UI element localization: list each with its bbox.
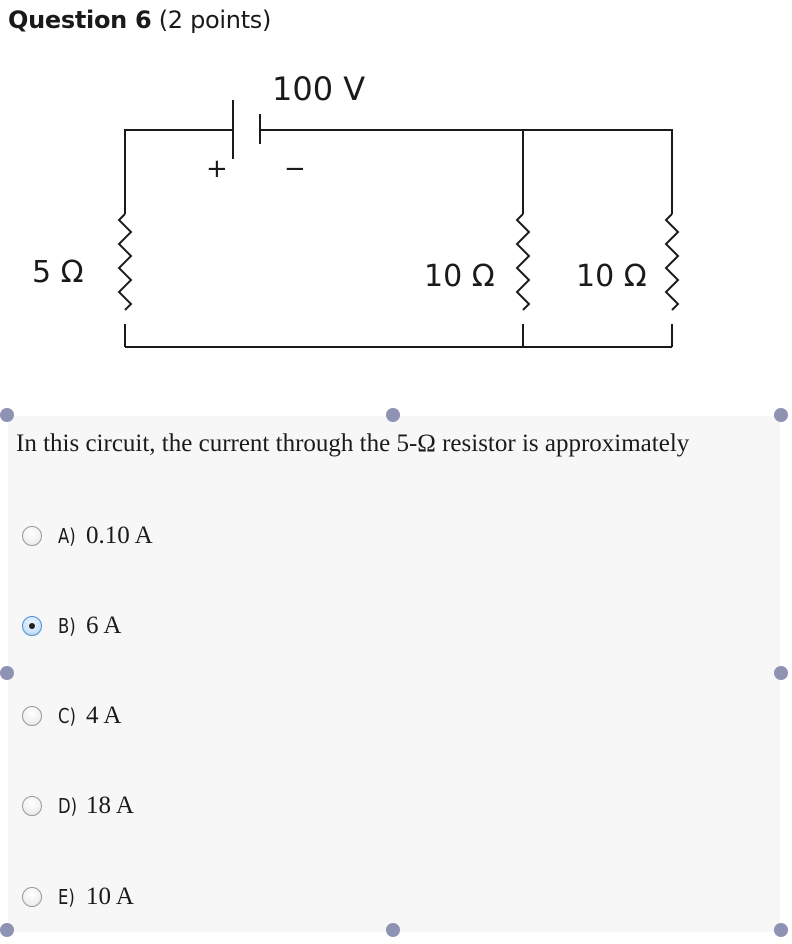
option-a[interactable]: [22, 521, 153, 551]
option-e[interactable]: [22, 882, 134, 912]
radio-button-d[interactable]: [22, 796, 42, 816]
option-value: 4 A: [86, 702, 122, 729]
resize-handle-bottom-right[interactable]: [774, 923, 788, 937]
radio-button-c[interactable]: [22, 706, 42, 726]
option-letter: D): [58, 794, 78, 818]
option-d[interactable]: [22, 791, 134, 821]
radio-button-b-selected[interactable]: [22, 616, 42, 636]
resize-handle-bottom-left[interactable]: [0, 923, 14, 937]
question-number: Question 6: [8, 6, 152, 34]
circuit-diagram: [24, 64, 764, 414]
option-letter: C): [58, 704, 76, 728]
battery-minus-sign: −: [284, 154, 306, 184]
option-letter: A): [58, 524, 76, 548]
option-letter: E): [58, 885, 75, 909]
question-title: [8, 6, 271, 34]
resize-handle-top-center[interactable]: [386, 408, 400, 422]
option-value: 18 A: [86, 792, 134, 819]
resize-handle-bottom-center[interactable]: [386, 923, 400, 937]
resistor-5-ohm: [119, 214, 131, 310]
resistor-10-ohm-right: [666, 214, 678, 310]
option-value: 6 A: [86, 612, 122, 639]
question-points: (2 points): [158, 6, 272, 34]
radio-button-a[interactable]: [22, 526, 42, 546]
resistor-10-ohm-middle-label: 10 Ω: [424, 259, 495, 294]
resize-handle-top-left[interactable]: [0, 408, 14, 422]
option-value: 0.10 A: [86, 522, 153, 549]
battery-plus-sign: +: [206, 154, 228, 184]
resistor-10-ohm-right-label: 10 Ω: [576, 259, 647, 294]
resize-handle-middle-right[interactable]: [774, 666, 788, 680]
option-c[interactable]: [22, 701, 121, 731]
voltage-label: 100 V: [272, 70, 366, 108]
wire-top-right: [260, 130, 672, 214]
option-b[interactable]: [22, 611, 121, 641]
question-panel: [8, 416, 780, 932]
resize-handle-middle-left[interactable]: [0, 666, 14, 680]
option-letter: B): [58, 614, 76, 638]
resize-handle-top-right[interactable]: [774, 408, 788, 422]
radio-button-e[interactable]: [22, 887, 42, 907]
question-text: In this circuit, the current through the 5-Ω resistor is approximately: [16, 430, 690, 457]
resistor-10-ohm-middle: [517, 214, 529, 310]
option-value: 10 A: [86, 883, 134, 910]
resistor-5-ohm-label: 5 Ω: [32, 255, 84, 290]
